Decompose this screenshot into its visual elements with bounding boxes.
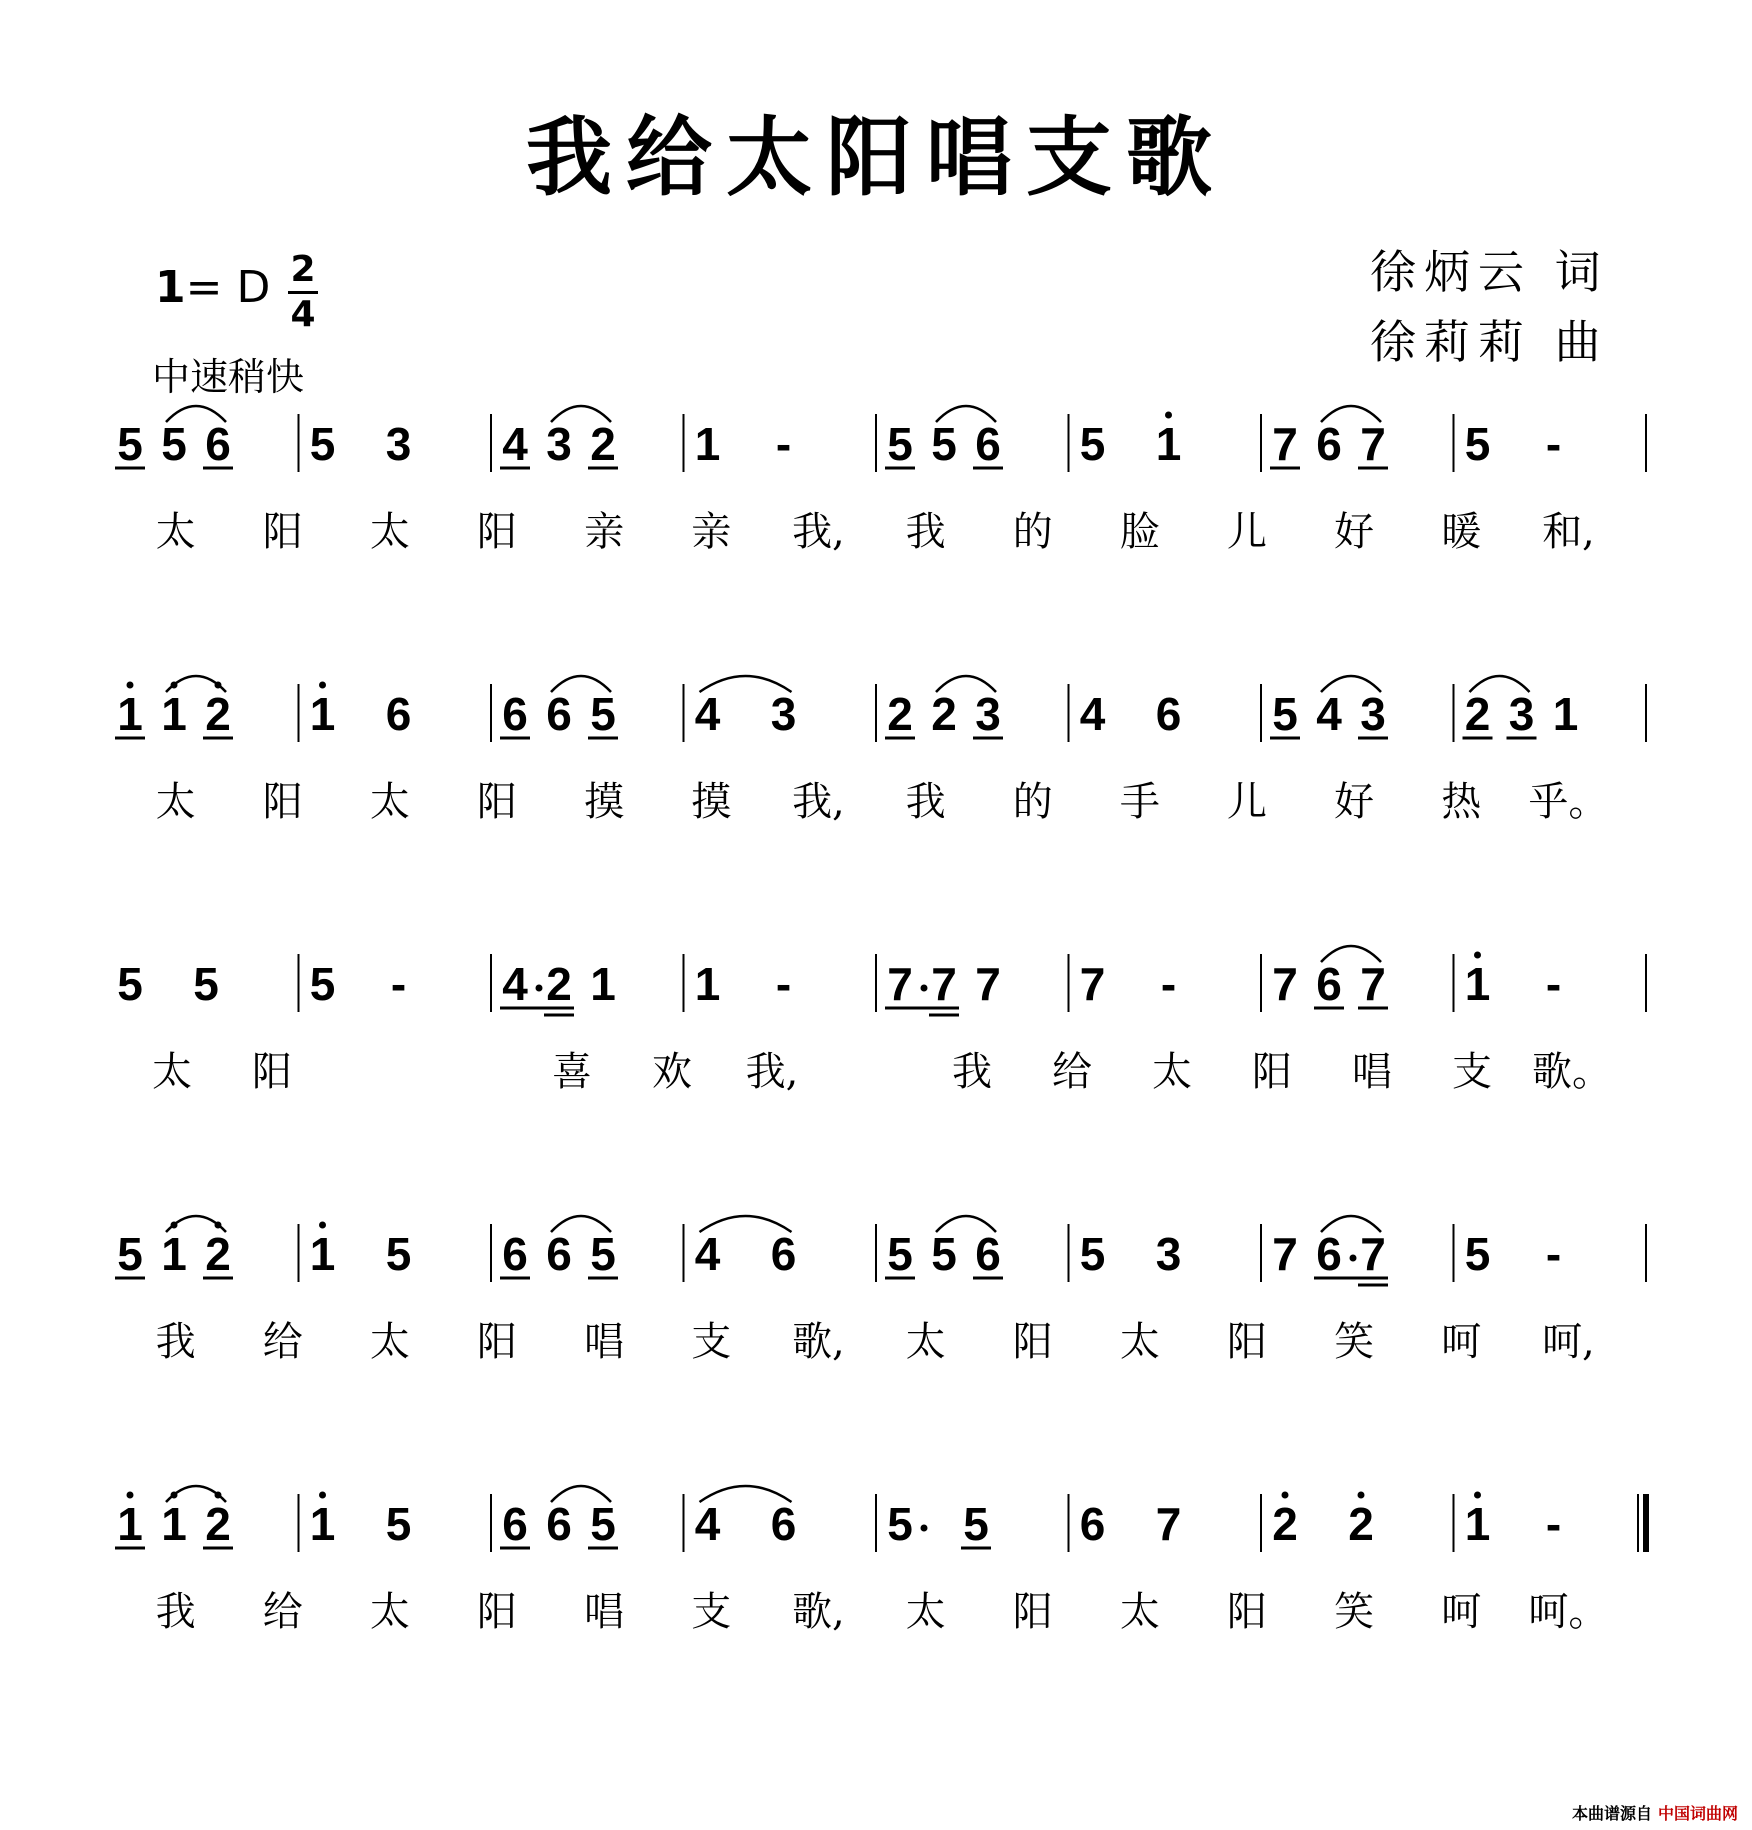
note-digit: 7	[1079, 958, 1106, 1010]
lyric-syllable: 歌,	[792, 1319, 845, 1365]
note-digit: 6	[1316, 1228, 1342, 1280]
note-digit: 7	[1272, 958, 1298, 1010]
note-digit: 6	[385, 688, 412, 740]
lyric-syllable: 太	[1119, 1319, 1160, 1365]
octave-high-dot	[1165, 412, 1172, 419]
augmentation-dot	[1350, 1255, 1357, 1262]
note-digit: 7	[975, 958, 1001, 1010]
lyric-syllable: 给	[262, 1319, 303, 1365]
note-digit: 7	[1272, 418, 1298, 470]
note-digit: 5	[963, 1498, 989, 1550]
note-digit: 4	[502, 958, 528, 1010]
note-dash: -	[1545, 958, 1562, 1010]
note-digit: 4	[1079, 688, 1106, 740]
lyric-syllable: 太	[1152, 1049, 1192, 1095]
note-digit: 1	[1155, 418, 1182, 470]
note-digit: 1	[1464, 1498, 1491, 1550]
note-digit: 7	[931, 958, 957, 1010]
note-digit: 2	[590, 418, 616, 470]
note-digit: 5	[1079, 1228, 1106, 1280]
note-dash: -	[1160, 958, 1177, 1010]
note-digit: 1	[161, 688, 187, 740]
lyric-syllable: 太	[155, 779, 196, 825]
note-dash: -	[775, 958, 792, 1010]
note-digit: 5	[590, 688, 616, 740]
note-digit: 5	[931, 1228, 957, 1280]
octave-high-dot	[1474, 1492, 1481, 1499]
footer-source	[1572, 1801, 1738, 1824]
note-digit: 5	[887, 1228, 913, 1280]
note-dash: -	[1545, 1498, 1562, 1550]
octave-high-dot	[127, 682, 134, 689]
note-digit: 5	[117, 1228, 143, 1280]
lyric-syllable: 亲	[691, 509, 732, 555]
note-digit: 5	[1079, 418, 1106, 470]
lyric-syllable: 支	[1452, 1049, 1492, 1095]
lyric-syllable: 太	[369, 779, 410, 825]
footer-source-text: 本曲谱源自	[1571, 1804, 1652, 1823]
lyric-syllable: 太	[152, 1049, 192, 1095]
note-digit: 6	[502, 1498, 528, 1550]
note-digit: 6	[1316, 418, 1342, 470]
note-digit: 2	[887, 688, 913, 740]
lyric-syllable: 摸	[584, 779, 625, 825]
note-digit: 3	[1508, 688, 1535, 740]
lyric-syllable: 太	[905, 1589, 946, 1635]
lyric-syllable: 好	[1334, 509, 1375, 555]
note-digit: 3	[385, 418, 412, 470]
note-digit: 4	[1316, 688, 1342, 740]
note-digit: 5	[887, 1498, 913, 1550]
lyric-syllable: 的	[1012, 779, 1053, 825]
note-dash: -	[775, 418, 792, 470]
lyric-syllable: 阳	[1227, 1319, 1267, 1365]
note-digit: 6	[546, 1228, 572, 1280]
note-digit: 6	[502, 1228, 528, 1280]
lyric-syllable: 阳	[477, 779, 517, 825]
lyric-syllable: 唱	[584, 1319, 625, 1365]
note-digit: 3	[1360, 688, 1386, 740]
lyric-syllable: 呵,	[1542, 1319, 1595, 1365]
lyric-syllable: 呵	[1441, 1319, 1482, 1365]
lyric-syllable: 阳	[1227, 1589, 1267, 1635]
octave-high-dot	[319, 1492, 326, 1499]
note-digit: 2	[1348, 1498, 1374, 1550]
lyric-syllable: 笑	[1334, 1589, 1375, 1635]
lyric-syllable: 太	[905, 1319, 946, 1365]
lyric-syllable: 阳	[1012, 1589, 1053, 1635]
lyric-syllable: 我,	[792, 779, 845, 825]
lyric-syllable: 呵。	[1528, 1589, 1609, 1635]
note-digit: 3	[546, 418, 572, 470]
note-digit: 7	[1155, 1498, 1182, 1550]
lyric-syllable: 太	[369, 509, 410, 555]
lyric-syllable: 热	[1441, 779, 1482, 825]
note-digit: 1	[1552, 688, 1579, 740]
note-digit: 1	[117, 1498, 143, 1550]
time-signature-bottom: 4	[290, 294, 316, 335]
octave-high-dot	[319, 682, 326, 689]
augmentation-dot	[536, 985, 543, 992]
note-digit: 6	[770, 1498, 797, 1550]
note-digit: 3	[770, 688, 797, 740]
lyric-syllable: 我	[905, 779, 946, 825]
note-dash: -	[1545, 1228, 1562, 1280]
octave-high-dot	[1474, 952, 1481, 959]
lyric-syllable: 欢	[652, 1049, 692, 1095]
lyric-syllable: 我	[155, 1589, 196, 1635]
lyric-syllable: 暖	[1441, 509, 1482, 555]
augmentation-dot	[921, 985, 928, 992]
note-digit: 7	[1360, 1228, 1386, 1280]
note-digit: 4	[694, 1498, 721, 1550]
note-digit: 4	[694, 688, 721, 740]
note-digit: 5	[887, 418, 913, 470]
note-digit: 2	[931, 688, 957, 740]
lyric-syllable: 儿	[1227, 779, 1267, 825]
lyric-syllable: 脸	[1119, 509, 1160, 555]
note-digit: 7	[1272, 1228, 1298, 1280]
lyric-syllable: 唱	[1352, 1049, 1392, 1095]
note-digit: 5	[1464, 1228, 1491, 1280]
note-digit: 5	[590, 1228, 616, 1280]
note-digit: 4	[694, 1228, 721, 1280]
note-digit: 5	[309, 418, 336, 470]
note-digit: 1	[117, 688, 143, 740]
lyric-syllable: 喜	[552, 1049, 592, 1095]
note-digit: 6	[770, 1228, 797, 1280]
note-digit: 2	[205, 1498, 231, 1550]
note-dash: -	[1545, 418, 1562, 470]
lyric-syllable: 支	[691, 1319, 732, 1365]
lyric-syllable: 歌。	[1532, 1049, 1612, 1095]
lyricist-credit: 徐炳云 词	[1370, 245, 1609, 299]
note-digit: 1	[1464, 958, 1491, 1010]
lyric-syllable: 我,	[745, 1049, 799, 1095]
lyric-syllable: 太	[369, 1589, 410, 1635]
octave-high-dot	[319, 1222, 326, 1229]
note-digit: 1	[694, 958, 721, 1010]
note-digit: 2	[1272, 1498, 1298, 1550]
note-digit: 6	[546, 1498, 572, 1550]
lyric-syllable: 阳	[252, 1049, 292, 1095]
octave-high-dot	[127, 1492, 134, 1499]
octave-high-dot	[1282, 1492, 1289, 1499]
note-digit: 6	[975, 418, 1001, 470]
lyric-syllable: 好	[1334, 779, 1375, 825]
lyric-syllable: 唱	[584, 1589, 625, 1635]
note-digit: 5	[385, 1498, 412, 1550]
note-digit: 5	[931, 418, 957, 470]
note-digit: 7	[1360, 958, 1386, 1010]
note-digit: 2	[205, 688, 231, 740]
note-digit: 1	[161, 1228, 187, 1280]
note-digit: 6	[205, 418, 231, 470]
note-digit: 5	[1272, 688, 1298, 740]
lyric-syllable: 笑	[1334, 1319, 1375, 1365]
lyric-syllable: 我	[952, 1049, 992, 1095]
lyric-syllable: 歌,	[792, 1589, 845, 1635]
lyric-syllable: 太	[369, 1319, 410, 1365]
key-tonic-number: 1	[155, 262, 186, 313]
note-digit: 3	[1155, 1228, 1182, 1280]
note-digit: 5	[309, 958, 336, 1010]
lyric-syllable: 阳	[1012, 1319, 1053, 1365]
octave-high-dot	[1358, 1492, 1365, 1499]
note-digit: 5	[117, 958, 143, 1010]
note-digit: 6	[1155, 688, 1182, 740]
lyric-syllable: 阳	[1252, 1049, 1292, 1095]
note-digit: 2	[546, 958, 572, 1010]
note-digit: 1	[161, 1498, 187, 1550]
key-name: = D	[185, 262, 271, 313]
note-digit: 5	[193, 958, 219, 1010]
composer-credit: 徐莉莉 曲	[1370, 315, 1609, 369]
note-digit: 6	[546, 688, 572, 740]
note-digit: 5	[117, 418, 143, 470]
lyric-syllable: 给	[1052, 1049, 1092, 1095]
lyric-syllable: 的	[1012, 509, 1053, 555]
note-digit: 1	[309, 688, 336, 740]
note-digit: 5	[385, 1228, 412, 1280]
song-title: 我给太阳唱支歌	[526, 107, 1226, 208]
note-digit: 2	[205, 1228, 231, 1280]
lyric-syllable: 给	[262, 1589, 303, 1635]
lyric-syllable: 太	[155, 509, 196, 555]
lyric-syllable: 太	[1119, 1589, 1160, 1635]
note-digit: 6	[1316, 958, 1342, 1010]
lyric-syllable: 我	[155, 1319, 196, 1365]
note-digit: 7	[887, 958, 913, 1010]
footer-site-name: 中国词曲网	[1657, 1804, 1738, 1823]
note-digit: 6	[975, 1228, 1001, 1280]
note-digit: 6	[1079, 1498, 1106, 1550]
tempo-marking: 中速稍快	[152, 355, 305, 399]
note-digit: 5	[161, 418, 187, 470]
lyric-syllable: 阳	[262, 779, 303, 825]
note-digit: 7	[1360, 418, 1386, 470]
note-digit: 3	[975, 688, 1001, 740]
lyric-syllable: 我	[905, 509, 946, 555]
note-digit: 1	[694, 418, 721, 470]
lyric-syllable: 呵	[1441, 1589, 1482, 1635]
lyric-syllable: 乎。	[1528, 779, 1609, 825]
lyric-syllable: 亲	[584, 509, 625, 555]
lyric-syllable: 摸	[691, 779, 732, 825]
lyric-syllable: 阳	[477, 1319, 517, 1365]
note-dash: -	[390, 958, 407, 1010]
note-digit: 5	[1464, 418, 1491, 470]
note-digit: 4	[502, 418, 528, 470]
lyric-syllable: 阳	[477, 1589, 517, 1635]
lyric-syllable: 我,	[792, 509, 845, 555]
note-digit: 2	[1464, 688, 1491, 740]
note-digit: 6	[502, 688, 528, 740]
note-digit: 1	[309, 1228, 336, 1280]
lyric-syllable: 阳	[262, 509, 303, 555]
lyric-syllable: 儿	[1227, 509, 1267, 555]
lyric-syllable: 和,	[1542, 509, 1595, 555]
augmentation-dot	[921, 1525, 928, 1532]
note-digit: 5	[590, 1498, 616, 1550]
lyric-syllable: 支	[691, 1589, 732, 1635]
lyric-syllable: 阳	[477, 509, 517, 555]
note-digit: 1	[590, 958, 616, 1010]
time-signature-top: 2	[290, 249, 316, 290]
note-digit: 1	[309, 1498, 336, 1550]
lyric-syllable: 手	[1119, 779, 1160, 825]
